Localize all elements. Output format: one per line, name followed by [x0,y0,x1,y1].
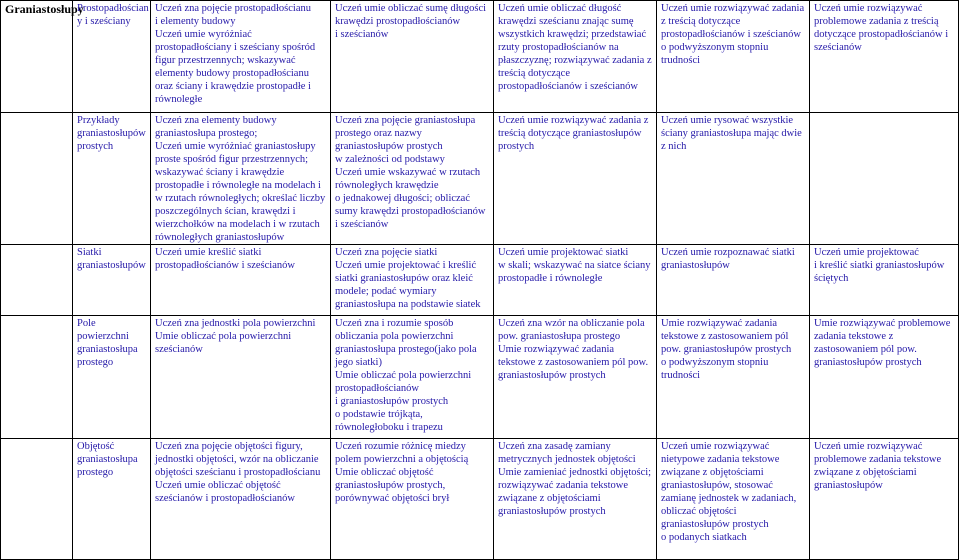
requirement-cell: Uczeń umie rozwiązywać problemowe zadania z treścią dotyczące prostopadłościanów i sześcianów [810,1,959,113]
table-row [1,1,959,113]
topic-cell: Przykłady graniastosłupów prostych [73,113,151,245]
table-row [1,245,959,316]
requirement-cell: Uczeń umie rozpoznawać siatki graniastosłupów [657,245,810,316]
empty-cell [1,316,73,439]
requirement-cell: Uczeń zna pojęcie objętości figury, jednostki objętości, wzór na obliczanie objętości sześcianu i prostopadłościanu Uczeń umie obliczać objętość sześcianów i prostopadłościanów [151,439,331,560]
topic-cell: Pole powierzchni graniastosłupa prostego [73,316,151,439]
topic-cell: Siatki graniastosłupów [73,245,151,316]
requirement-cell: Uczeń umie rozwiązywać zadania z treścią dotyczące graniastosłupów prostych [494,113,657,245]
table-row [1,113,959,245]
requirement-cell: Uczeń umie rysować wszystkie ściany graniastosłupa mając dwie z nich [657,113,810,245]
requirement-cell: Uczeń umie obliczać długość krawędzi sześcianu znając sumę wszystkich krawędzi; przedstawiać rzuty prostopadłościanów na płaszczyznę; rozwiązywać zadania z treścią dotyczące prostopadłościanów i sześcianów [494,1,657,113]
requirement-cell: Uczeń zna i rozumie sposób obliczania pola powierzchni graniastosłupa prostego(jako pola jego siatki) Umie obliczać pola powierzchni prostopadłościanów i graniastosłupów prostych o podstawie trójkąta, równoległoboku i trapezu [331,316,494,439]
requirement-cell: Uczeń umie kreślić siatki prostopadłościanów i sześcianów [151,245,331,316]
table-row [1,316,959,439]
requirement-cell [810,113,959,245]
empty-cell [1,245,73,316]
requirement-cell: Uczeń rozumie różnicę miedzy polem powierzchni a objętością Umie obliczać objętość graniastosłupów prostych, porównywać objętości brył [331,439,494,560]
requirement-cell: Uczeń umie projektować i kreślić siatki graniastosłupów ściętych [810,245,959,316]
topic-cell: Prostopadłościan y i sześciany [73,1,151,113]
requirement-cell: Umie rozwiązywać problemowe zadania tekstowe z zastosowaniem pól pow. graniastosłupów prostych [810,316,959,439]
requirement-cell: Uczeń zna pojęcie graniastosłupa prostego oraz nazwy graniastosłupów prostych w zależności od podstawy Uczeń umie wskazywać w rzutach równoległych krawędzie o jednakowej długości; obliczać sumy krawędzi prostopadłościanów i sześcianów [331,113,494,245]
requirement-cell: Uczeń zna pojęcie prostopadłościanu i elementy budowy Uczeń umie wyróżniać prostopadłościany i sześciany spośród figur przestrzennych; wskazywać elementy budowy prostopadłościanu oraz ściany i krawędzie prostopadłe i równoległe [151,1,331,113]
table-row [1,439,959,560]
requirement-cell: Uczeń umie rozwiązywać zadania z treścią dotyczące prostopadłościanów i sześcianów o podwyższonym stopniu trudności [657,1,810,113]
requirement-cell: Umie rozwiązywać zadania tekstowe z zastosowaniem pól pow. graniastosłupów prostych o podwyższonym stopniu trudności [657,316,810,439]
requirement-cell: Uczeń umie rozwiązywać nietypowe zadania tekstowe związane z objętościami graniastosłupów, stosować zamianę jednostek w zadaniach, obliczać objętości graniastosłupów prostych o podanych siatkach [657,439,810,560]
requirement-cell: Uczeń umie rozwiązywać problemowe zadania tekstowe związane z objętościami graniastosłupów [810,439,959,560]
empty-cell [1,439,73,560]
empty-cell [1,113,73,245]
requirement-cell: Uczeń zna wzór na obliczanie pola pow. graniastosłupa prostego Umie rozwiązywać zadania tekstowe z zastosowaniem pól pow. graniastosłupów prostych [494,316,657,439]
requirement-cell: Uczeń umie obliczać sumę długości krawędzi prostopadłościanów i sześcianów [331,1,494,113]
topic-cell: Objętość graniastosłupa prostego [73,439,151,560]
requirement-cell: Uczeń zna pojęcie siatki Uczeń umie projektować i kreślić siatki graniastosłupów oraz kleić modele; podać wymiary graniastosłupa na podstawie siatek [331,245,494,316]
requirement-cell: Uczeń zna elementy budowy graniastosłupa prostego; Uczeń umie wyróżniać graniastosłupy proste spośród figur przestrzennych; wskazywać ściany i krawędzie prostopadłe i równoległe na modelach i w rzutach równoległych; określać liczby poszczególnych ścian, krawędzi i wierzchołków na modelach i w rzutach równoległych graniastosłupów [151,113,331,245]
section-title: Graniastosłupy [1,1,73,113]
requirement-cell: Uczeń zna zasadę zamiany metrycznych jednostek objętości Umie zamieniać jednostki objętości; rozwiązywać zadania tekstowe związane z objętościami graniastosłupów prostych [494,439,657,560]
requirement-cell: Uczeń umie projektować siatki w skali; wskazywać na siatce ściany prostopadłe i równoległe [494,245,657,316]
requirement-cell: Uczeń zna jednostki pola powierzchni Umie obliczać pola powierzchni sześcianów [151,316,331,439]
